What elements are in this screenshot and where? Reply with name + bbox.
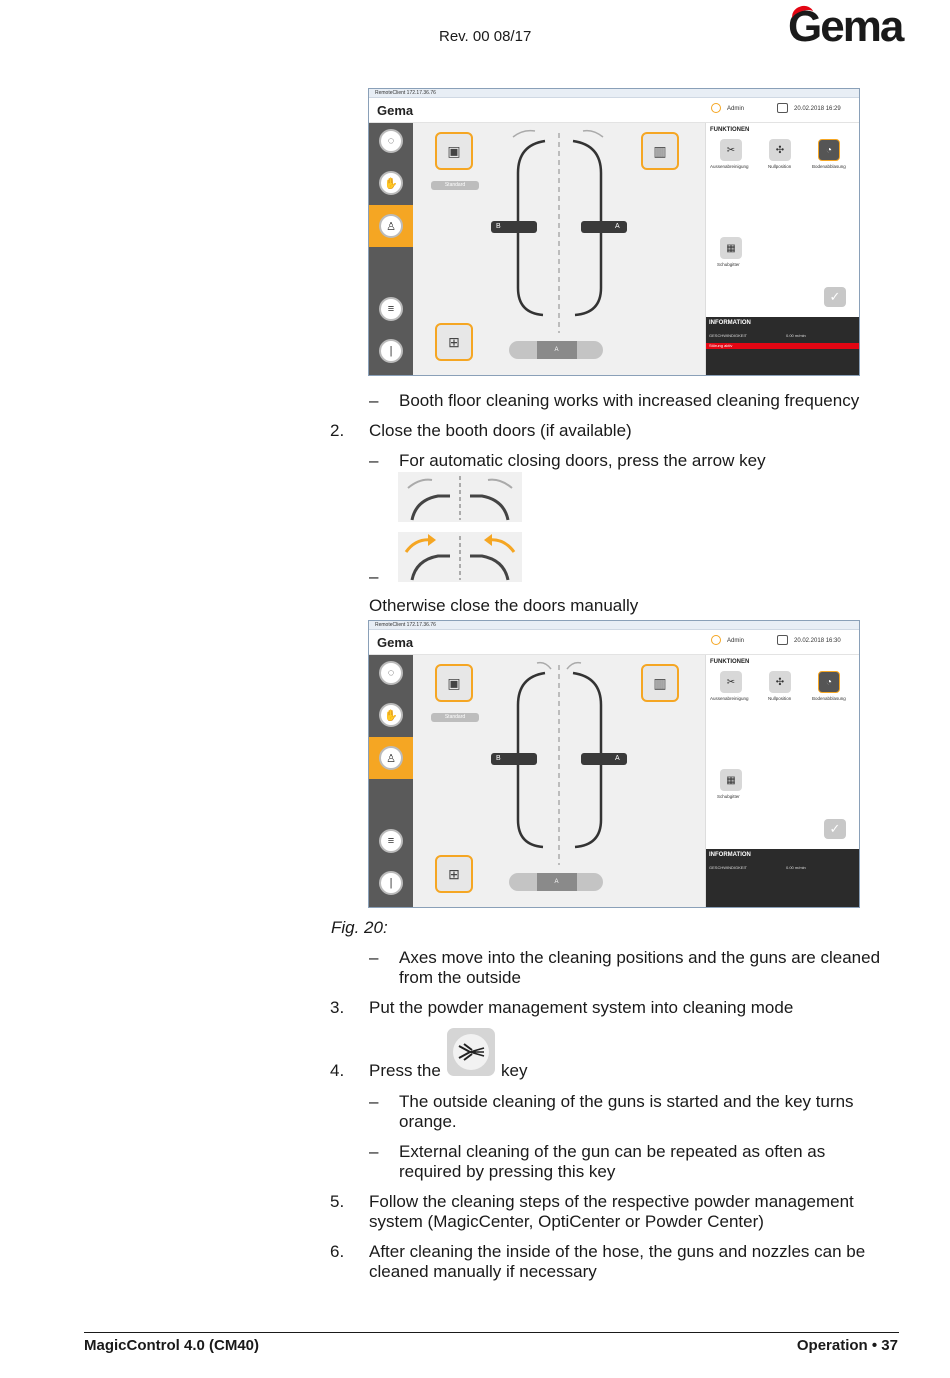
step2-manual: Otherwise close the doors manually xyxy=(369,596,639,615)
info-key: GESCHWINDIGKEIT xyxy=(709,333,748,338)
hand-icon[interactable]: ✋ xyxy=(379,703,403,727)
cyclone-tile-icon[interactable]: ▥ xyxy=(641,664,679,702)
date-time: 20.02.2018 16:30 xyxy=(794,638,841,644)
clock-icon xyxy=(777,103,788,113)
function-label-1: Aussenabreinigung xyxy=(710,164,749,169)
booth-diagram xyxy=(413,655,705,907)
conveyor-bar xyxy=(509,341,603,359)
bullet-dash: – xyxy=(369,567,379,586)
functions-header: FUNKTIONEN xyxy=(710,659,750,665)
step5-text: Follow the cleaning steps of the respective powder management system (MagicCenter, OptiCenter or Powder Center) xyxy=(369,1192,854,1231)
screenshot-1 xyxy=(368,88,860,376)
function-label-4: Schubgitter xyxy=(717,262,740,267)
external-cleaning-button[interactable]: ✂ xyxy=(720,671,742,693)
date-time: 20.02.2018 16:29 xyxy=(794,106,841,112)
step4-text-a: Press the xyxy=(369,1061,441,1080)
gun-b xyxy=(491,221,537,233)
conveyor-bar xyxy=(509,873,603,891)
revision-label: Rev. 00 08/17 xyxy=(439,28,532,45)
footer-right: Operation • 37 xyxy=(796,1337,898,1354)
bullet-dash: – xyxy=(369,1092,379,1111)
step3-number: 3. xyxy=(330,998,345,1017)
external-cleaning-key-icon xyxy=(447,1028,495,1076)
cyclone-tile-icon[interactable]: ▥ xyxy=(641,132,679,170)
step5-number: 5. xyxy=(330,1192,345,1211)
info-value: 0.00 m/min xyxy=(786,333,806,338)
app-sidebar xyxy=(369,655,413,907)
user-icon[interactable] xyxy=(711,103,721,113)
gun-a xyxy=(581,221,627,233)
step4-note1: The outside cleaning of the guns is started and the key turns orange. xyxy=(399,1092,854,1131)
floor-blowing-button[interactable]: ◔ xyxy=(818,671,840,693)
app-brand: Gema xyxy=(377,103,414,118)
gun-b-label: B xyxy=(496,755,501,762)
step2-number: 2. xyxy=(330,421,345,440)
info-key: GESCHWINDIGKEIT xyxy=(709,865,748,870)
info-value: 0.00 m/min xyxy=(786,865,806,870)
door-key-inactive xyxy=(398,472,522,522)
bullet-dash: – xyxy=(369,391,379,410)
user-label: Admin xyxy=(727,106,745,112)
error-bar: Störung aktiv xyxy=(706,343,859,349)
power-icon[interactable]: | xyxy=(379,339,403,363)
step6-number: 6. xyxy=(330,1242,345,1261)
info-header: INFORMATION xyxy=(709,852,751,858)
app-brand: Gema xyxy=(377,635,414,650)
step2-text: Close the booth doors (if available) xyxy=(369,421,632,440)
booth-diagram xyxy=(413,123,705,375)
window-titlebar: RemoteClient 172.17.36.76 xyxy=(369,621,859,630)
center-tile-icon[interactable]: ⊞ xyxy=(435,855,473,893)
functions-header: FUNKTIONEN xyxy=(710,127,750,133)
user-icon[interactable] xyxy=(711,635,721,645)
footer-rule xyxy=(84,1332,899,1333)
grille-button[interactable]: ▦ xyxy=(720,769,742,791)
app-topbar xyxy=(369,630,859,655)
app-sidebar xyxy=(369,123,413,375)
step6-text: After cleaning the inside of the hose, the guns and nozzles can be cleaned manually if necessary xyxy=(369,1242,866,1281)
door-key-active xyxy=(398,532,522,582)
step1-note: Booth floor cleaning works with increased cleaning frequency xyxy=(399,391,860,410)
gun-a-label: A xyxy=(615,755,620,762)
function-label-4: Schubgitter xyxy=(717,794,740,799)
app-topbar xyxy=(369,98,859,123)
window-titlebar: RemoteClient 172.17.36.76 xyxy=(369,89,859,98)
user-label: Admin xyxy=(727,638,745,644)
bullet-dash: – xyxy=(369,948,379,967)
function-label-2: Nullposition xyxy=(768,164,792,169)
info-panel xyxy=(706,317,859,375)
cycle-icon[interactable]: ◌ xyxy=(379,661,403,685)
fig-note: Axes move into the cleaning positions and the guns are cleaned from the outside xyxy=(399,948,881,987)
booth-tile-icon[interactable]: ▣ xyxy=(435,132,473,170)
clock-icon xyxy=(777,635,788,645)
external-cleaning-button[interactable]: ✂ xyxy=(720,139,742,161)
logo-text: Gema xyxy=(788,2,903,51)
hand-icon[interactable]: ✋ xyxy=(379,171,403,195)
standard-label: Standard xyxy=(431,713,479,722)
info-header: INFORMATION xyxy=(709,320,751,326)
figure-caption: Fig. 20: xyxy=(331,918,388,937)
gun-a-label: A xyxy=(615,223,620,230)
broom-icon[interactable]: ♙ xyxy=(379,214,403,238)
zero-position-button[interactable]: ✣ xyxy=(769,671,791,693)
floor-blowing-button[interactable]: ◔ xyxy=(818,139,840,161)
door-arrow-icon xyxy=(398,472,522,522)
footer-left: MagicControl 4.0 (CM40) xyxy=(84,1337,260,1354)
function-label-2: Nullposition xyxy=(768,696,792,701)
menu-icon[interactable]: ≡ xyxy=(379,829,403,853)
center-tile-icon[interactable]: ⊞ xyxy=(435,323,473,361)
door-arrow-orange-icon xyxy=(398,532,522,582)
step4-note2: External cleaning of the gun can be repeated as often as required by pressing this key xyxy=(399,1142,826,1181)
standard-label: Standard xyxy=(431,181,479,190)
function-label-3: Bodenabblasung xyxy=(812,696,846,701)
conveyor-label: A xyxy=(537,341,577,359)
info-panel xyxy=(706,849,859,907)
broom-icon[interactable]: ♙ xyxy=(379,746,403,770)
booth-canvas xyxy=(413,123,705,375)
conveyor-label: A xyxy=(537,873,577,891)
functions-panel xyxy=(705,123,859,375)
gema-logo xyxy=(788,2,902,52)
power-icon[interactable]: | xyxy=(379,871,403,895)
confirm-button[interactable]: ✓ xyxy=(824,819,846,839)
zero-position-button[interactable]: ✣ xyxy=(769,139,791,161)
screenshot-2 xyxy=(368,620,860,908)
confirm-button[interactable]: ✓ xyxy=(824,287,846,307)
functions-panel xyxy=(705,655,859,907)
step2-note: For automatic closing doors, press the arrow key xyxy=(399,451,766,470)
booth-canvas xyxy=(413,655,705,907)
step4-number: 4. xyxy=(330,1061,345,1080)
gun-a xyxy=(581,753,627,765)
function-label-3: Bodenabblasung xyxy=(812,164,846,169)
menu-icon[interactable]: ≡ xyxy=(379,297,403,321)
grille-button[interactable]: ▦ xyxy=(720,237,742,259)
booth-tile-icon[interactable]: ▣ xyxy=(435,664,473,702)
gun-b xyxy=(491,753,537,765)
gun-b-label: B xyxy=(496,223,501,230)
cycle-icon[interactable]: ◌ xyxy=(379,129,403,153)
bullet-dash: – xyxy=(369,451,379,470)
bullet-dash: – xyxy=(369,1142,379,1161)
step4-text-b: key xyxy=(501,1061,528,1080)
function-label-1: Aussenabreinigung xyxy=(710,696,749,701)
step3-text: Put the powder management system into cleaning mode xyxy=(369,998,794,1017)
